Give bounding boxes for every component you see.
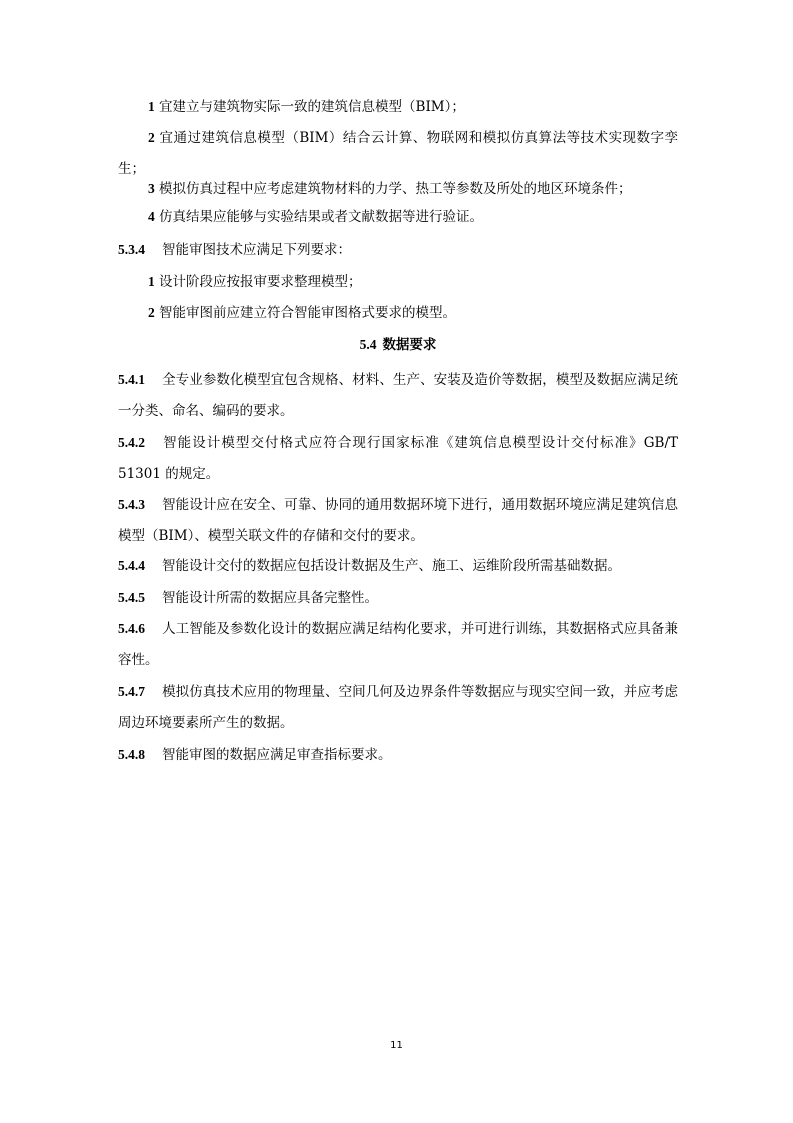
clause-5-4-4 bbox=[118, 550, 678, 582]
clause-number: 5.4.1 bbox=[118, 372, 145, 387]
item-number: 4 bbox=[148, 209, 155, 224]
clause-text: 模拟仿真技术应用的物理量、空间几何及边界条件等数据应与现实空间一致，并应考虑周边环境要素所产生的数据。 bbox=[118, 684, 678, 731]
item-number: 3 bbox=[148, 181, 155, 196]
item-number: 2 bbox=[148, 305, 155, 320]
item-number: 2 bbox=[148, 130, 155, 145]
section-heading bbox=[118, 335, 678, 355]
list-item-a4 bbox=[118, 201, 678, 233]
clause-5-4-8 bbox=[118, 739, 678, 771]
clause-number: 5.4.6 bbox=[118, 621, 145, 636]
item-number: 1 bbox=[148, 274, 155, 289]
clause-text: 智能设计交付的数据应包括设计数据及生产、施工、运维阶段所需基础数据。 bbox=[162, 558, 621, 574]
item-text: 模拟仿真过程中应考虑建筑物材料的力学、热工等参数及所处的地区环境条件； bbox=[159, 181, 632, 197]
clause-number: 5.4.2 bbox=[118, 435, 145, 450]
section-number: 5.4 bbox=[359, 337, 377, 352]
clause-number: 5.4.7 bbox=[118, 684, 145, 699]
list-item-b1 bbox=[118, 266, 678, 298]
item-number: 1 bbox=[148, 99, 155, 114]
clause-5-4-6 bbox=[118, 613, 678, 676]
clause-text: 智能审图的数据应满足审查指标要求。 bbox=[162, 747, 392, 763]
clause-5-4-1 bbox=[118, 364, 678, 427]
clause-number: 5.3.4 bbox=[118, 242, 145, 257]
clause-5-4-3 bbox=[118, 489, 678, 552]
list-item-a1 bbox=[118, 91, 678, 123]
section-title: 数据要求 bbox=[382, 337, 437, 353]
clause-text: 智能设计模型交付格式应符合现行国家标准《建筑信息模型设计交付标准》GB/T 51301 的规定。 bbox=[118, 435, 678, 482]
clause-number: 5.4.3 bbox=[118, 497, 145, 512]
clause-text: 智能审图技术应满足下列要求： bbox=[162, 242, 351, 258]
clause-number: 5.4.4 bbox=[118, 558, 145, 573]
page-number: 11 bbox=[390, 1040, 403, 1051]
clause-text: 全专业参数化模型宜包含规格、材料、生产、安装及造价等数据，模型及数据应满足统一分类、命名、编码的要求。 bbox=[118, 372, 678, 419]
item-text: 设计阶段应按报审要求整理模型； bbox=[159, 274, 362, 290]
list-item-b2 bbox=[118, 297, 678, 329]
clause-text: 智能设计所需的数据应具备完整性。 bbox=[162, 590, 378, 606]
clause-text: 人工智能及参数化设计的数据应满足结构化要求，并可进行训练，其数据格式应具备兼容性。 bbox=[118, 621, 678, 668]
clause-5-3-4 bbox=[118, 234, 678, 266]
clause-5-4-5 bbox=[118, 582, 678, 614]
clause-5-4-2 bbox=[118, 427, 678, 490]
item-text: 仿真结果应能够与实验结果或者文献数据等进行验证。 bbox=[159, 209, 484, 225]
clause-5-4-7 bbox=[118, 676, 678, 739]
item-text: 智能审图前应建立符合智能审图格式要求的模型。 bbox=[159, 305, 457, 321]
item-text: 宜建立与建筑物实际一致的建筑信息模型（BIM）； bbox=[159, 99, 465, 115]
clause-number: 5.4.8 bbox=[118, 747, 145, 762]
item-text: 宜通过建筑信息模型（BIM）结合云计算、物联网和模拟仿真算法等技术实现数字孪生； bbox=[118, 130, 678, 177]
clause-number: 5.4.5 bbox=[118, 590, 145, 605]
clause-text: 智能设计应在安全、可靠、协同的通用数据环境下进行，通用数据环境应满足建筑信息模型（BIM）、模型关联文件的存储和交付的要求。 bbox=[118, 497, 678, 544]
